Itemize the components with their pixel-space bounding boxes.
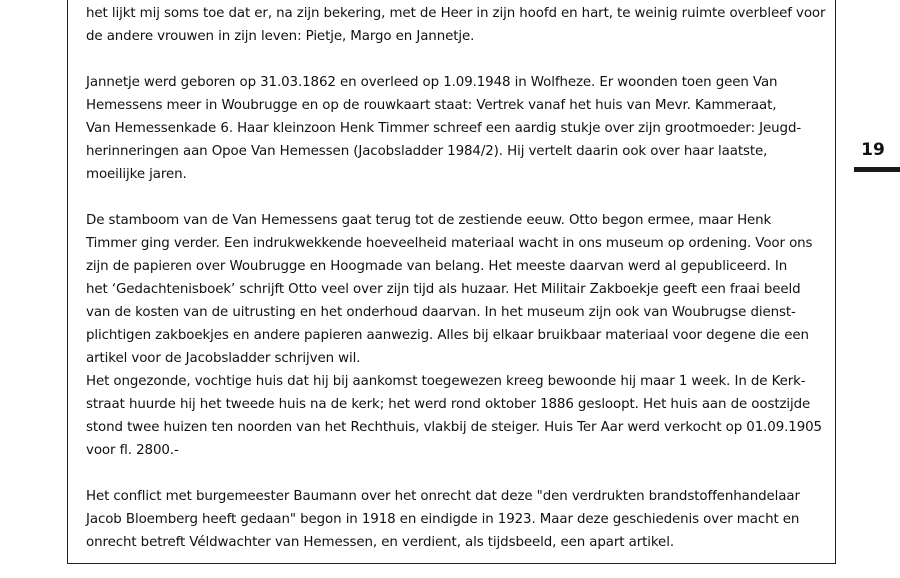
text-line: Het conflict met burgemeester Baumann over het onrecht dat deze "den verdrukten brandstoffenhandelaar <box>86 489 800 504</box>
text-line: herinneringen aan Opoe Van Hemessen (Jacobsladder 1984/2). Hij vertelt daarin ook over haar laatste, <box>86 144 768 159</box>
text-line: Het ongezonde, vochtige huis dat hij bij aankomst toegewezen kreeg bewoonde hij maar 1 week. In de Kerk- <box>86 374 806 389</box>
text-line: onrecht betreft Véldwachter van Hemessen, en verdient, als tijdsbeeld, een apart artikel. <box>86 535 674 550</box>
text-line: Hemessens meer in Woubrugge en op de rouwkaart staat: Vertrek vanaf het huis van Mevr. Kammeraat, <box>86 98 777 113</box>
paragraph-1 <box>86 2 826 48</box>
text-line: plichtigen zakboekjes en andere papieren aanwezig. Alles bij elkaar bruikbaar materiaal voor degene die een <box>86 328 809 343</box>
body-text <box>86 2 826 554</box>
text-line: moeilijke jaren. <box>86 167 187 182</box>
text-line: Van Hemessenkade 6. Haar kleinzoon Henk Timmer schreef een aardig stukje over zijn grootmoeder: Jeugd- <box>86 121 802 136</box>
text-line: het lijkt mij soms toe dat er, na zijn bekering, met de Heer in zijn hoofd en hart, te weinig ruimte overbleef voor <box>86 6 826 21</box>
paragraph-5 <box>86 485 822 554</box>
text-line: straat huurde hij het tweede huis na de kerk; het werd rond oktober 1886 gesloopt. Het huis aan de oostzijde <box>86 397 811 412</box>
text-line: Timmer ging verder. Een indrukwekkende hoeveelheid materiaal wacht in ons museum op ordening. Voor ons <box>86 236 813 251</box>
page-number: 19 <box>861 140 885 160</box>
text-line: het ‘Gedachtenisboek’ schrijft Otto veel over zijn tijd als huzaar. Het Militair Zakboekje geeft een fraai beeld <box>86 282 801 297</box>
text-line: Jacob Bloemberg heeft gedaan" begon in 1918 en eindigde in 1923. Maar deze geschiedenis over macht en <box>86 512 800 527</box>
paragraph-4 <box>86 370 822 462</box>
page-number-rule <box>854 167 900 172</box>
text-line: de andere vrouwen in zijn leven: Pietje, Margo en Jannetje. <box>86 29 475 44</box>
text-line: van de kosten van de uitrusting en het onderhoud daarvan. In het museum zijn ook van Woubrugse dienst- <box>86 305 796 320</box>
text-line: voor fl. 2800.- <box>86 443 179 458</box>
text-line: De stamboom van de Van Hemessens gaat terug tot de zestiende eeuw. Otto begon ermee, maar Henk <box>86 213 772 228</box>
paragraph-3 <box>86 209 822 370</box>
text-line: Jannetje werd geboren op 31.03.1862 en overleed op 1.09.1948 in Wolfheze. Er woonden toen geen Van <box>86 75 778 90</box>
text-line: zijn de papieren over Woubrugge en Hoogmade van belang. Het meeste daarvan werd al gepubliceerd. In <box>86 259 788 274</box>
paragraph-2 <box>86 71 822 186</box>
text-line: stond twee huizen ten noorden van het Rechthuis, vlakbij de steiger. Huis Ter Aar werd verkocht op 01.09.1905 <box>86 420 822 435</box>
text-line: artikel voor de Jacobsladder schrijven wil. <box>86 351 361 366</box>
